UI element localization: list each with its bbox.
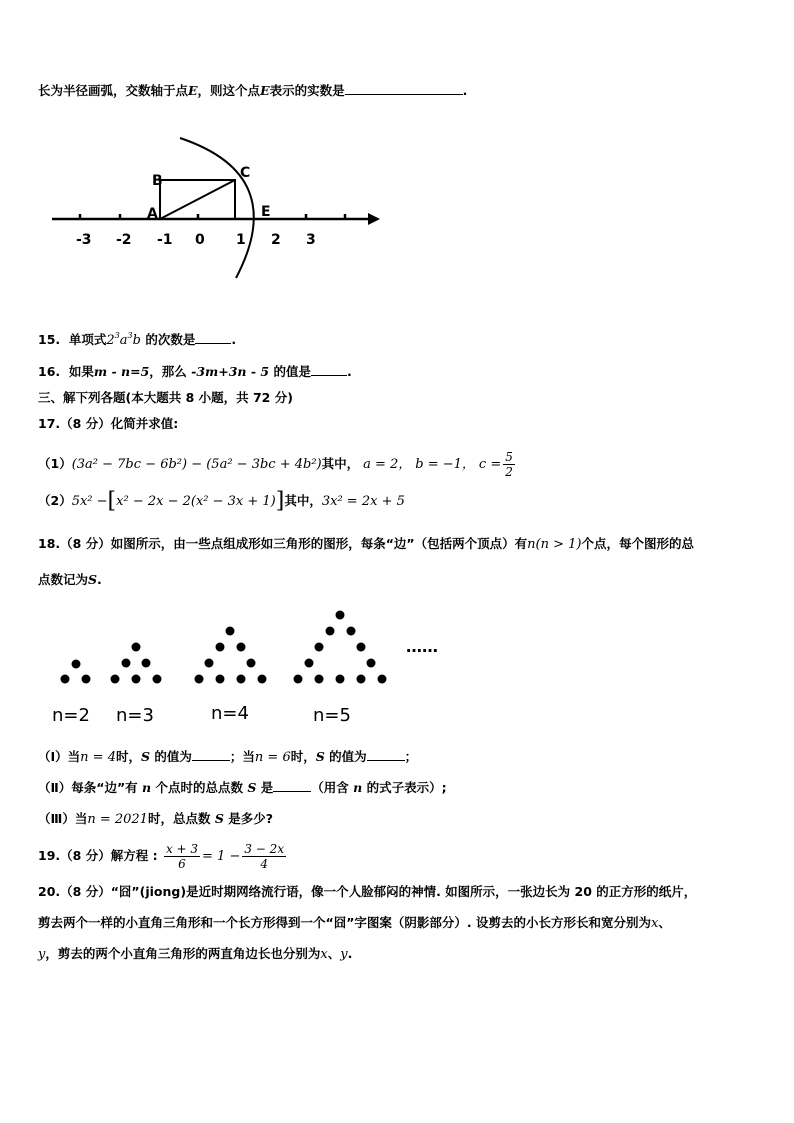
numberline-figure xyxy=(40,130,390,285)
point-e-label: E xyxy=(261,204,271,220)
answer-blank[interactable] xyxy=(192,748,230,761)
ellipsis: …… xyxy=(406,637,438,656)
question-20: 20.（8 分）“囧”(jiong)是近时期网络流行语，像一个人脸郁闷的神情. 如图所示，一张边长为 20 的正方形的纸片， xyxy=(38,884,697,899)
question-18: 18.（8 分）如图所示，由一些点组成形如三角形的图形，每条“边”（包括两个顶点）有n(n > 1)个点，每个图形的总 xyxy=(38,536,694,552)
q17-part2: （2）5x² −[x² − 2x − 2(x² − 3x + 1)]其中，3x² = 2x + 5 xyxy=(38,488,405,514)
q20-line3: y，剪去的两个小直角三角形的两直角边长也分别为x、y. xyxy=(38,946,353,962)
tick-label: 1 xyxy=(236,232,246,248)
answer-blank[interactable] xyxy=(311,363,347,376)
fraction: $\frac{x + 3}{6}$ xyxy=(165,842,199,871)
figure-label-n4: n=4 xyxy=(211,703,249,724)
fraction: $\frac{3 - 2x}{4}$ xyxy=(244,842,285,871)
point-c-label: C xyxy=(240,165,251,181)
q18-part1: （Ⅰ）当n = 4时，S 的值为 ；当n = 6时，S 的值为 ； xyxy=(38,749,418,765)
q14-tail: 长为半径画弧，交数轴于点E，则这个点E表示的实数是 . xyxy=(38,83,468,98)
tick-label: 3 xyxy=(306,232,316,248)
answer-blank[interactable] xyxy=(345,82,463,95)
fraction: $\frac{5}{2}$ xyxy=(505,450,513,479)
q20-line2: 剪去两个一样的小直角三角形和一个长方形得到一个“囧”字图案（阴影部分）. 设剪去的小长方形长和宽分别为x、 xyxy=(38,915,671,931)
tick-label: 0 xyxy=(195,232,205,248)
point-b-label: B xyxy=(152,173,163,189)
point-a-label: A xyxy=(147,206,158,222)
figure-label-n2: n=2 xyxy=(52,705,90,726)
q18-part3: （Ⅲ）当n = 2021时，总点数 S 是多少? xyxy=(38,811,273,827)
answer-blank[interactable] xyxy=(367,748,405,761)
tick-label: -2 xyxy=(116,232,132,248)
triangle-dots-figure xyxy=(40,600,480,730)
figure-label-n3: n=3 xyxy=(116,705,154,726)
q17-part1: （1）(3a² − 7bc − 6b²) − (5a² − 3bc + 4b²)其中， a = 2， b = −1， c = $\frac{5}{2}$ xyxy=(38,450,513,479)
answer-blank[interactable] xyxy=(273,779,311,792)
tick-label: 2 xyxy=(271,232,281,248)
q18-line2: 点数记为S. xyxy=(38,572,102,587)
q18-part2: （Ⅱ）每条“边”有 n 个点时的总点数 S 是 （用含 n 的式子表示）; xyxy=(38,780,447,795)
figure-label-n5: n=5 xyxy=(313,705,351,726)
question-19: 19.（8 分）解方程 : $\frac{x + 3}{6}$ = 1 − $\frac{3 - 2x}{4}$ xyxy=(38,842,285,871)
question-15: 15. 单项式$2^3a^3b$ 的次数是 . xyxy=(38,331,237,348)
question-17: 17.（8 分）化简并求值: xyxy=(38,416,179,431)
tick-label: -1 xyxy=(157,232,173,248)
answer-blank[interactable] xyxy=(195,331,231,344)
section-title: 三、解下列各题(本大题共 8 小题，共 72 分) xyxy=(38,390,293,405)
tick-label: -3 xyxy=(76,232,92,248)
question-16: 16. 如果m - n=5，那么 -3m+3n - 5 的值是 . xyxy=(38,364,352,379)
